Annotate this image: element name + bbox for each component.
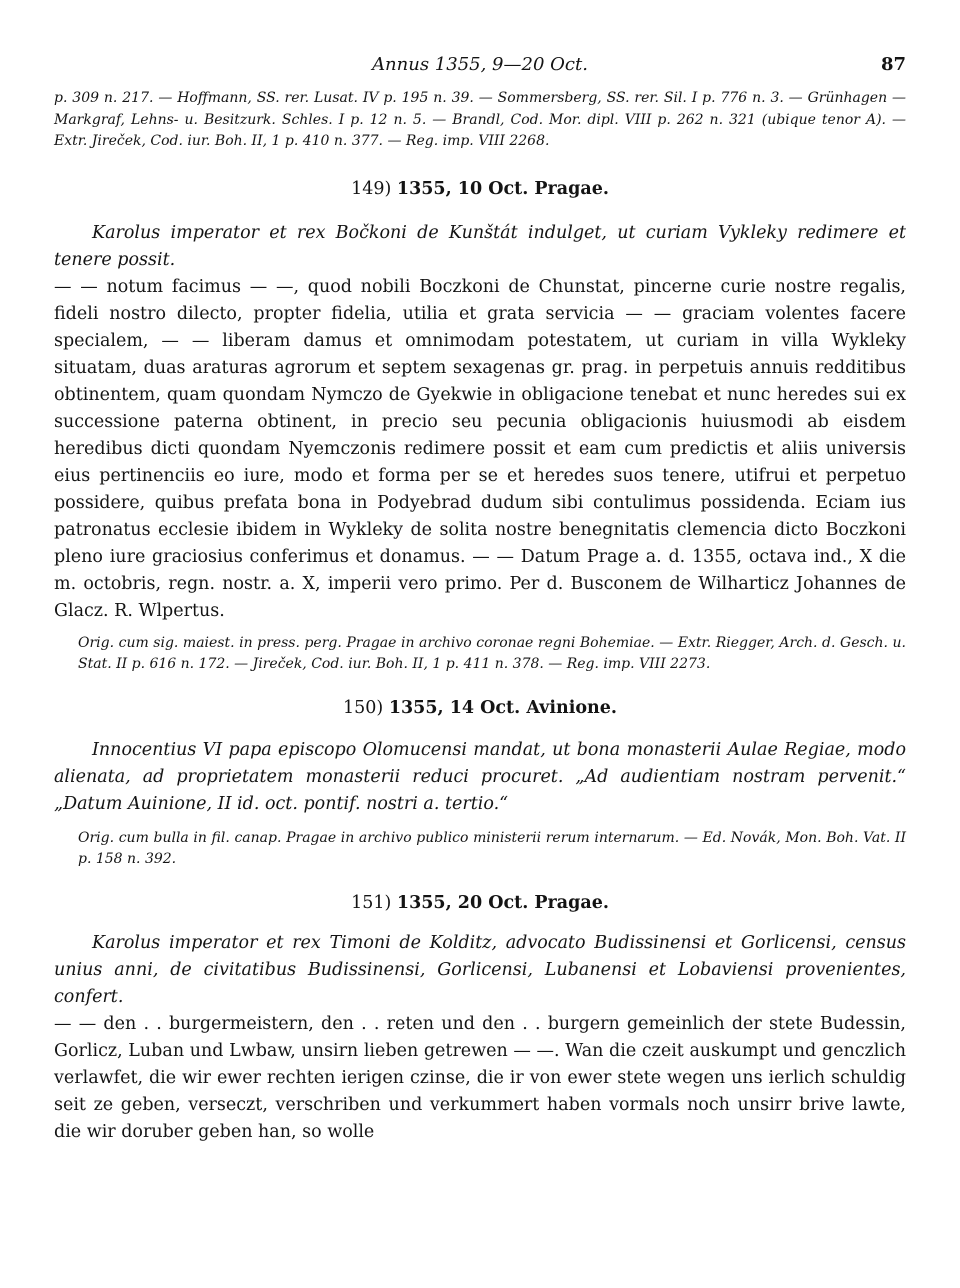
running-head [54, 48, 906, 82]
page [54, 48, 906, 1146]
document-number: 151) [351, 892, 392, 913]
continued-source-note: p. 309 n. 217. — Hoffmann, SS. rer. Lusat. IV p. 195 n. 39. — Sommersberg, SS. rer. Sil. I p. 776 n. 3. — Grünhagen — Markgraf, Lehns- u. Besitzurk. Schles. I p. 12 n. 5. — Brandl, Cod. Mor. dipl. VIII p. 262 n. 321 (ubique tenor A). — Extr. Jireček, Cod. iur. Boh. II, 1 p. 410 n. 377. — Reg. imp. VIII 2268. [54, 90, 906, 149]
document-source-note-149: Orig. cum sig. maiest. in press. perg. Pragae in archivo coronae regni Bohemiae. — Extr. Riegger, Arch. d. Gesch. u. Stat. II p. 616 n. 172. — Jireček, Cod. iur. Boh. II, 1 p. 411 n. 378. — Reg. imp. VIII 2273. [78, 634, 906, 672]
document-regest-151: Karolus imperator et rex Timoni de Kolditz, advocato Budissinensi et Gorlicensi, census unius anni, de civitatibus Budissinensi, Gorlicensi, Lubanensi et Lobaviensi provenientes, confert. [54, 932, 906, 1007]
document-date-place: 1355, 10 Oct. Pragae. [396, 178, 609, 199]
document-number: 150) [343, 697, 384, 718]
document-heading-150 [54, 695, 906, 721]
document-regest-150: Innocentius VI papa episcopo Olomucensi mandat, ut bona monasterii Aulae Regiae, modo alienata, ad proprietatem monasterii reduci procuret. „Ad audientiam nostram pervenit.“ „Datum Auinione, II id. oct. pontif. nostri a. tertio.“ [54, 739, 906, 814]
document-text-149: — — notum facimus — —, quod nobili Boczkoni de Chunstat, pincerne curie nostre regalis, fideli nostro dilecto, propter fidelia, utilia et grata servicia — — graciam volentes facere specialem, — — liberam damus et omnimodam potestatem, ut curiam in villa Wykleky situatam, duas araturas agrorum et septem sexagenas gr. prag. in perpetuis annuis redditibus obtinentem, quam quondam Nymczo de Gyekwie in obligacione tenebat et nunc heredes sui ex successione paterna obtinent, in precio seu pecunia obligacionis huiusmodi ab eisdem heredibus dicti quondam Nyemczonis redimere possit et eam cum predictis et aliis universis eius pertinenciis eo iure, modo et forma per se et heredes suos tenere, utifrui et perpetuo possidere, quibus prefata bona in Podyebrad dudum sibi contulimus possidenda. Eciam ius patronatus ecclesie ibidem in Wykleky de solita nostre benegnitatis clemencia dicto Boczkoni pleno iure graciosius conferimus et donamus. — — Datum Prage a. d. 1355, octava ind., X die m. octobris, regn. nostr. a. X, imperii vero primo. Per d. Busconem de Wilharticz Johannes de Glacz. R. Wlpertus. [54, 276, 906, 621]
document-regest-149: Karolus imperator et rex Bočkoni de Kunštát indulget, ut curiam Vykleky redimere et tenere possit. [54, 222, 906, 270]
document-date-place: 1355, 20 Oct. Pragae. [396, 892, 609, 913]
page-number: 87 [880, 54, 906, 75]
document-heading-149 [54, 176, 906, 202]
document-text-151: — — den . . burgermeistern, den . . reten und den . . burgern gemeinlich der stete Budessin, Gorlicz, Luban und Lwbaw, unsirn lieben getrewen — —. Wan die czeit auskumpt und genczlich verlawfet, die wir ewer rechten ierigen czinse, die ir von ewer stete wegen uns ierlich schuldig seit ze geben, verseczt, verschriben und verkummert haben vormals noch unsirr brive lawte, die wir doruber geben han, so wolle [54, 1013, 906, 1142]
document-source-note-150: Orig. cum bulla in fil. canap. Pragae in archivo publico ministerii rerum internarum. — Ed. Novák, Mon. Boh. Vat. II p. 158 n. 392. [78, 829, 906, 867]
document-date-place: 1355, 14 Oct. Avinione. [388, 697, 617, 718]
document-heading-151 [54, 890, 906, 916]
document-number: 149) [351, 178, 392, 199]
running-title: Annus 1355, 9—20 Oct. [372, 54, 588, 75]
